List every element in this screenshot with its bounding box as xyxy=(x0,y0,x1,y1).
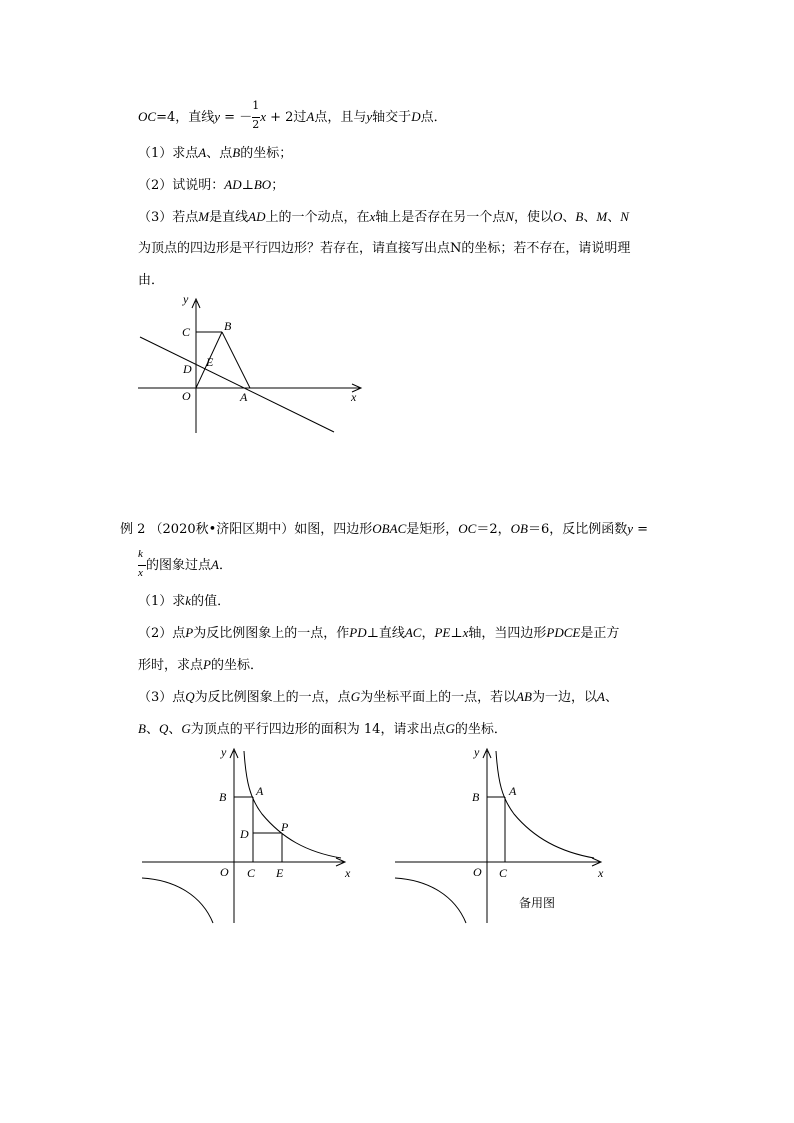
fig1-label: P xyxy=(281,820,289,834)
var-y: y xyxy=(366,109,373,124)
text: ＝2， xyxy=(476,522,511,537)
point-O: O xyxy=(552,209,563,224)
text: 形时，求点 xyxy=(138,658,204,673)
text: 为顶点的平行四边形的面积为 14，请求出点 xyxy=(190,722,446,737)
fig2-hyperbola-branch-1 xyxy=(496,751,594,858)
segment-AD: AD xyxy=(224,177,242,192)
segment-BO: BO xyxy=(253,177,272,192)
ex1-question-3-cont: 为顶点的四边形是平行四边形？若存在，请直接写出点N的坐标；若不存在，请说明理 xyxy=(138,241,631,256)
fig-label: y xyxy=(183,292,189,306)
point-A: A xyxy=(211,557,219,572)
point-B: B xyxy=(575,209,584,224)
fig2-label: C xyxy=(499,866,508,880)
label-OC: OC xyxy=(138,109,157,124)
var-x: x xyxy=(462,625,469,640)
text: 轴上是否存在另一个点 xyxy=(375,210,506,225)
var-y: y xyxy=(627,521,634,536)
text: 是矩形， xyxy=(406,522,459,537)
text: 的坐标． xyxy=(210,658,263,673)
text: 的图象过点 xyxy=(146,558,212,573)
fig1-label: E xyxy=(276,866,284,880)
text: 、 xyxy=(562,210,576,225)
text: 为反比例图象上的一点，作 xyxy=(193,626,350,641)
fig-label: O xyxy=(182,389,191,403)
numerator: 1 xyxy=(252,99,260,112)
text: 为一边，以 xyxy=(531,690,597,705)
perp-symbol: ⊥ xyxy=(450,626,463,641)
fig1-hyperbola-branch-1 xyxy=(244,751,341,858)
text: ⊥直线 xyxy=(366,626,405,641)
fig-label: D xyxy=(183,362,192,376)
rect-OBAC: OBAC xyxy=(372,521,407,536)
text: （2）点 xyxy=(138,626,186,641)
text: （3）若点 xyxy=(138,210,199,225)
point-A: A xyxy=(306,109,315,124)
text: 、点 xyxy=(206,146,233,161)
fig2-label: B xyxy=(472,790,480,804)
point-G: G xyxy=(350,689,361,704)
text: 、 xyxy=(604,690,618,705)
text: （1）求点 xyxy=(138,146,199,161)
text: 为坐标平面上的一点，若以 xyxy=(360,690,517,705)
denominator: x xyxy=(138,567,143,579)
var-k: k xyxy=(185,593,192,608)
fig1-label: x xyxy=(345,866,351,880)
text: ，使以 xyxy=(513,210,553,225)
fig-label: E xyxy=(206,355,214,369)
text: （3）点 xyxy=(138,690,186,705)
minus: － xyxy=(239,110,253,125)
point-B: B xyxy=(138,721,146,736)
point-D: D xyxy=(411,109,421,124)
point-M: M xyxy=(596,209,608,224)
text: ， xyxy=(421,626,435,641)
text: 轴，当四边形 xyxy=(468,626,547,641)
point-Q: Q xyxy=(158,721,169,736)
fig-label: B xyxy=(224,319,232,333)
text: ． xyxy=(218,558,232,573)
fig1-label: B xyxy=(219,790,227,804)
segment-PD: PD xyxy=(349,625,367,640)
fig1-label: D xyxy=(240,827,249,841)
var-y: y xyxy=(214,109,221,124)
square-PDCE: PDCE xyxy=(546,625,581,640)
text: 、 xyxy=(583,210,597,225)
text: 上的一个动点，在 xyxy=(265,210,370,225)
text: 的值． xyxy=(191,594,231,609)
fig-label: C xyxy=(182,325,191,339)
segment-PE: PE xyxy=(434,625,451,640)
point-Q: Q xyxy=(185,689,195,704)
segment-AB: AB xyxy=(516,689,532,704)
fig1-label: A xyxy=(256,784,264,798)
point-N: N xyxy=(505,209,514,224)
text: 、 xyxy=(168,722,182,737)
perp-symbol: ⊥ xyxy=(241,178,254,193)
text: （1）求 xyxy=(138,594,186,609)
point-N: N xyxy=(620,209,629,224)
fig2-label: O xyxy=(473,865,482,879)
text: ； xyxy=(271,178,285,193)
fig1-hyperbola-branch-2 xyxy=(142,878,213,923)
text: = xyxy=(220,110,240,125)
text: ＝6，反比例函数 xyxy=(527,522,628,537)
point-P: P xyxy=(185,625,194,640)
text: 是正方 xyxy=(580,626,620,641)
point-A: A xyxy=(597,689,605,704)
point-G: G xyxy=(445,721,455,736)
fig2-label: y xyxy=(474,745,480,759)
line-AC: AC xyxy=(404,625,422,640)
text: = xyxy=(633,522,649,537)
text: 例 2 （2020秋•济阳区期中）如图，四边形 xyxy=(120,522,373,537)
segment-OB: OB xyxy=(510,521,528,536)
text: （2）试说明： xyxy=(138,178,225,193)
text: 的坐标； xyxy=(240,146,293,161)
ex1-question-3-end: 由． xyxy=(138,273,165,288)
point-P: P xyxy=(203,657,211,672)
point-B: B xyxy=(232,145,241,160)
text: + 2过 xyxy=(265,110,307,125)
text: 点，且与 xyxy=(314,110,367,125)
fig1-label: O xyxy=(220,865,229,879)
text: 点． xyxy=(420,110,447,125)
text: 的坐标． xyxy=(454,722,507,737)
text: 、 xyxy=(145,722,159,737)
fig2-label: A xyxy=(509,784,517,798)
fig2-caption: 备用图 xyxy=(519,896,556,910)
denominator: 2 xyxy=(252,118,260,131)
point-A: A xyxy=(198,145,207,160)
var-x: x xyxy=(369,209,376,224)
fig2-hyperbola-branch-2 xyxy=(395,878,466,923)
line-AD: AD xyxy=(248,209,266,224)
point-G: G xyxy=(181,721,191,736)
fig1-label: C xyxy=(247,866,256,880)
var-x: x xyxy=(260,109,266,124)
text: 轴交于 xyxy=(372,110,412,125)
point-M: M xyxy=(198,209,210,224)
text: 是直线 xyxy=(209,210,249,225)
segment-OC: OC xyxy=(458,521,477,536)
text: 为反比例图象上的一点，点 xyxy=(194,690,351,705)
fig-label: A xyxy=(240,390,248,404)
fig1-label: y xyxy=(221,745,227,759)
text: 、 xyxy=(607,210,621,225)
text: =4，直线 xyxy=(156,110,215,125)
fig2-label: x xyxy=(598,866,604,880)
fig-label: x xyxy=(351,390,357,404)
numerator: k xyxy=(138,548,143,560)
